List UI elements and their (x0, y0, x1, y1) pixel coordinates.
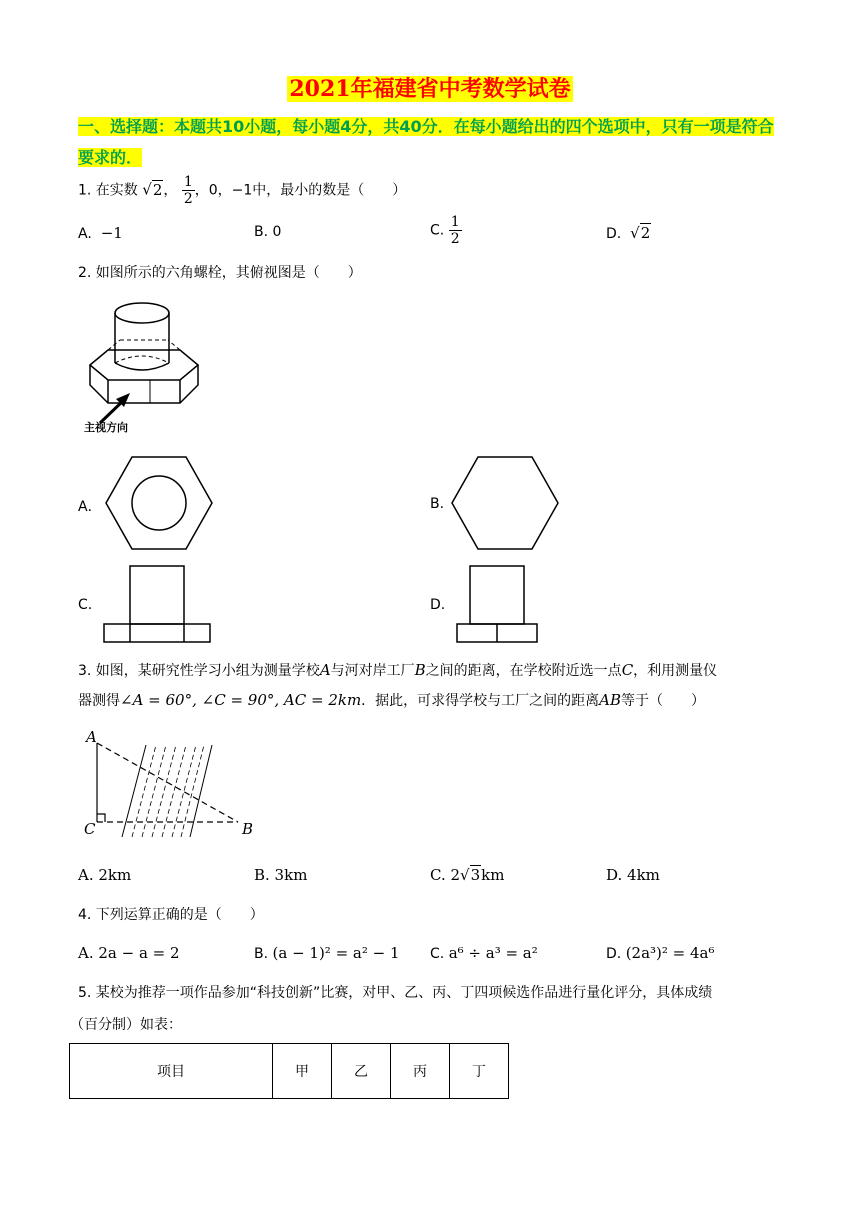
q3-option-c: C. 2√3km (430, 866, 505, 884)
header-ding: 丁 (450, 1044, 509, 1099)
q2-option-b-label: B. (430, 496, 445, 512)
score-table (69, 1043, 509, 1099)
q2-option-b-figure (450, 455, 560, 551)
q3-option-a: A. 2km (78, 866, 132, 884)
q1-option-a: A. −1 (78, 224, 123, 242)
q3-figure (80, 725, 260, 840)
header-bing: 丙 (391, 1044, 450, 1099)
q2-option-c-label: C. (78, 597, 93, 613)
q4-option-c: C. a⁶ ÷ a³ = a² (430, 944, 538, 962)
section-heading: 一、选择题：本题共10小题，每小题4分，共40分．在每小题给出的四个选项中，只有一项是符合要求的． (78, 117, 774, 167)
label-c: C (84, 820, 96, 838)
fraction-half: $\frac{1}{2}$ (183, 174, 193, 207)
q4-option-d: D. (2a³)² = 4a⁶ (606, 944, 715, 962)
label-b: B (242, 820, 254, 838)
q3-option-b: B. 3km (254, 866, 308, 884)
question-3-line1: 3. 如图，某研究性学习小组为测量学校A与河对岸工厂B之间的距离，在学校附近选一点C，利用测量仪 (78, 661, 718, 679)
q2-option-a-label: A． (78, 499, 102, 515)
sqrt-2: √2 (142, 180, 163, 199)
q3-option-d: D. 4km (606, 866, 660, 884)
header-jia: 甲 (273, 1044, 332, 1099)
page-title: 2021年福建省中考数学试卷 (289, 76, 571, 102)
question-4: 4. 下列运算正确的是（ ） (78, 907, 264, 923)
q2-option-d-label: D. (430, 597, 446, 613)
q1-option-b: B. 0 (254, 224, 282, 240)
question-1: 1. 在实数 √2， $\frac{1}{2}$ ，0，−1中，最小的数是（ ） (78, 174, 407, 207)
q4-option-b: B. (a − 1)² = a² − 1 (254, 944, 400, 962)
question-5-line1: 5. 某校为推荐一项作品参加“科技创新”比赛，对甲、乙、丙、丁四项候选作品进行量化评分，具体成绩 (78, 985, 713, 1001)
question-2: 2. 如图所示的六角螺栓，其俯视图是（ ） (78, 265, 362, 281)
q2-option-d-figure (455, 564, 541, 646)
header-item: 项目 (70, 1044, 273, 1099)
header-yi: 乙 (332, 1044, 391, 1099)
q2-option-a-figure (104, 455, 214, 551)
q4-option-a: A. 2a − a = 2 (78, 944, 180, 962)
label-a: A (86, 728, 97, 746)
question-3-line2: 器测得∠A = 60°, ∠C = 90°, AC = 2km．据此，可求得学校与工厂之间的距离AB等于（ ） (78, 691, 706, 709)
q1-option-d: D. √2 (606, 224, 651, 242)
q1-option-c: C. $\frac{1}{2}$ (430, 214, 460, 247)
table-header-row (70, 1044, 509, 1099)
hex-bolt-figure (80, 295, 210, 435)
figure-caption: 主视方向 (84, 421, 128, 434)
q2-option-c-figure (102, 564, 214, 646)
question-5-line2: （百分制）如表： (70, 1017, 182, 1033)
